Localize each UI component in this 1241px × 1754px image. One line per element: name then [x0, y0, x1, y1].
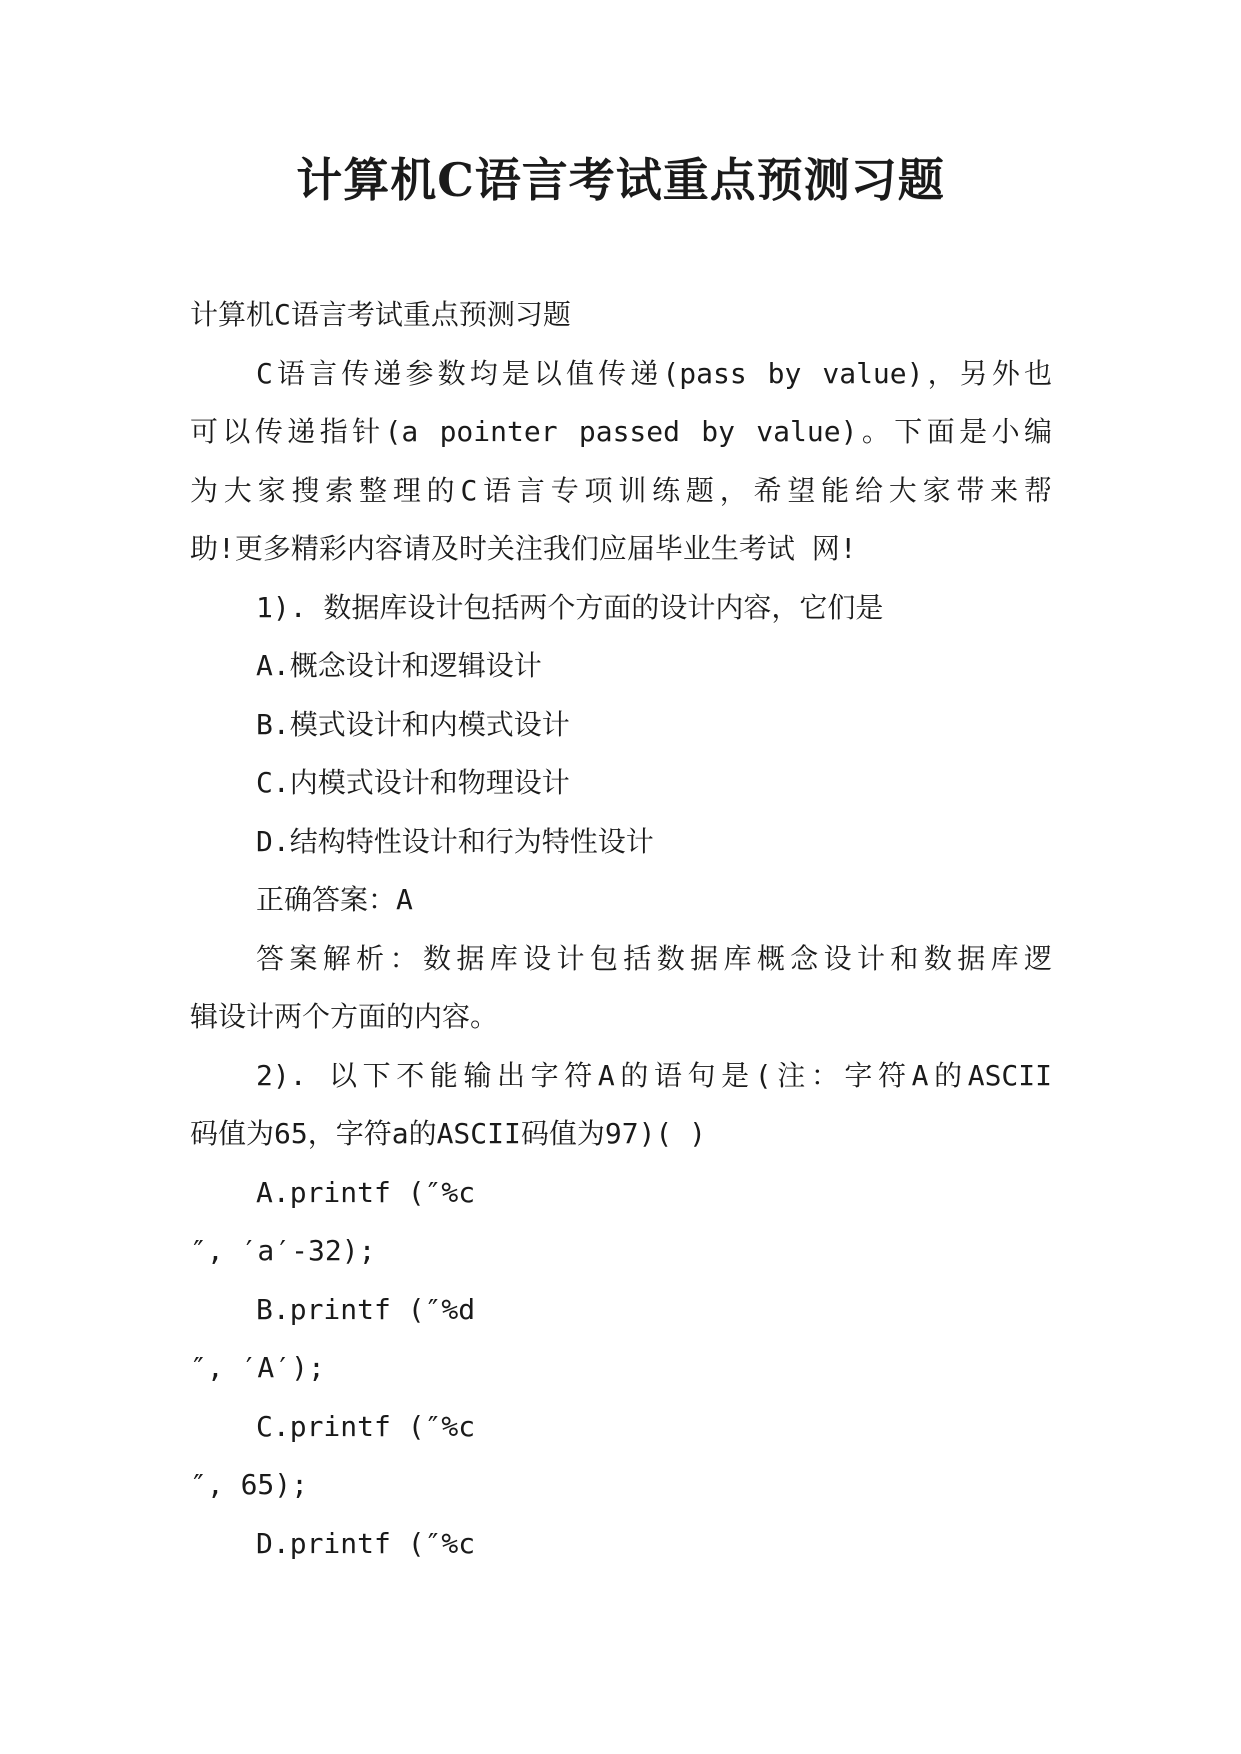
body-line-subtitle: 计算机C语言考试重点预测习题 — [190, 298, 571, 331]
body-line-intro-4: 助!更多精彩内容请及时关注我们应届毕业生考试 网! — [190, 532, 857, 565]
question-2-option-c-2: ″, 65); — [190, 1468, 309, 1501]
question-2-option-c-1: C.printf (″%c — [256, 1409, 476, 1443]
question-1-option-c: C.内模式设计和物理设计 — [256, 766, 570, 799]
question-2-option-b-2: ″, ′A′); — [190, 1351, 325, 1384]
question-1-answer: 正确答案：A — [256, 883, 413, 916]
question-2-option-b-1: B.printf (″%d — [256, 1292, 476, 1326]
question-1-explanation-1: 答案解析：数据库设计包括数据库概念设计和数据库逻 — [256, 941, 1052, 975]
question-2-option-d-1: D.printf (″%c — [256, 1526, 476, 1560]
body-line-intro-1: C语言传递参数均是以值传递(pass by value)，另外也 — [256, 356, 1052, 390]
body-line-intro-3: 为大家搜索整理的C语言专项训练题，希望能给大家带来帮 — [190, 473, 1052, 507]
question-2-continued: 码值为65，字符a的ASCII码值为97)( ) — [190, 1117, 707, 1150]
question-1-option-b: B.模式设计和内模式设计 — [256, 707, 570, 741]
question-1: 1). 数据库设计包括两个方面的设计内容，它们是 — [256, 590, 884, 624]
question-2-option-a-1: A.printf (″%c — [256, 1175, 476, 1209]
question-1-option-a: A.概念设计和逻辑设计 — [256, 649, 542, 682]
question-1-option-d: D.结构特性设计和行为特性设计 — [256, 824, 654, 858]
question-2-option-a-2: ″, ′a′-32); — [190, 1234, 376, 1267]
question-2: 2). 以下不能输出字符A的语句是(注：字符A的ASCII — [256, 1058, 1052, 1092]
question-1-explanation-2: 辑设计两个方面的内容。 — [190, 1000, 499, 1033]
document-body — [190, 286, 1052, 1573]
body-line-intro-2: 可以传递指针(a pointer passed by value)。下面是小编 — [190, 415, 1052, 448]
document-title: 计算机C语言考试重点预测习题 — [296, 153, 945, 207]
